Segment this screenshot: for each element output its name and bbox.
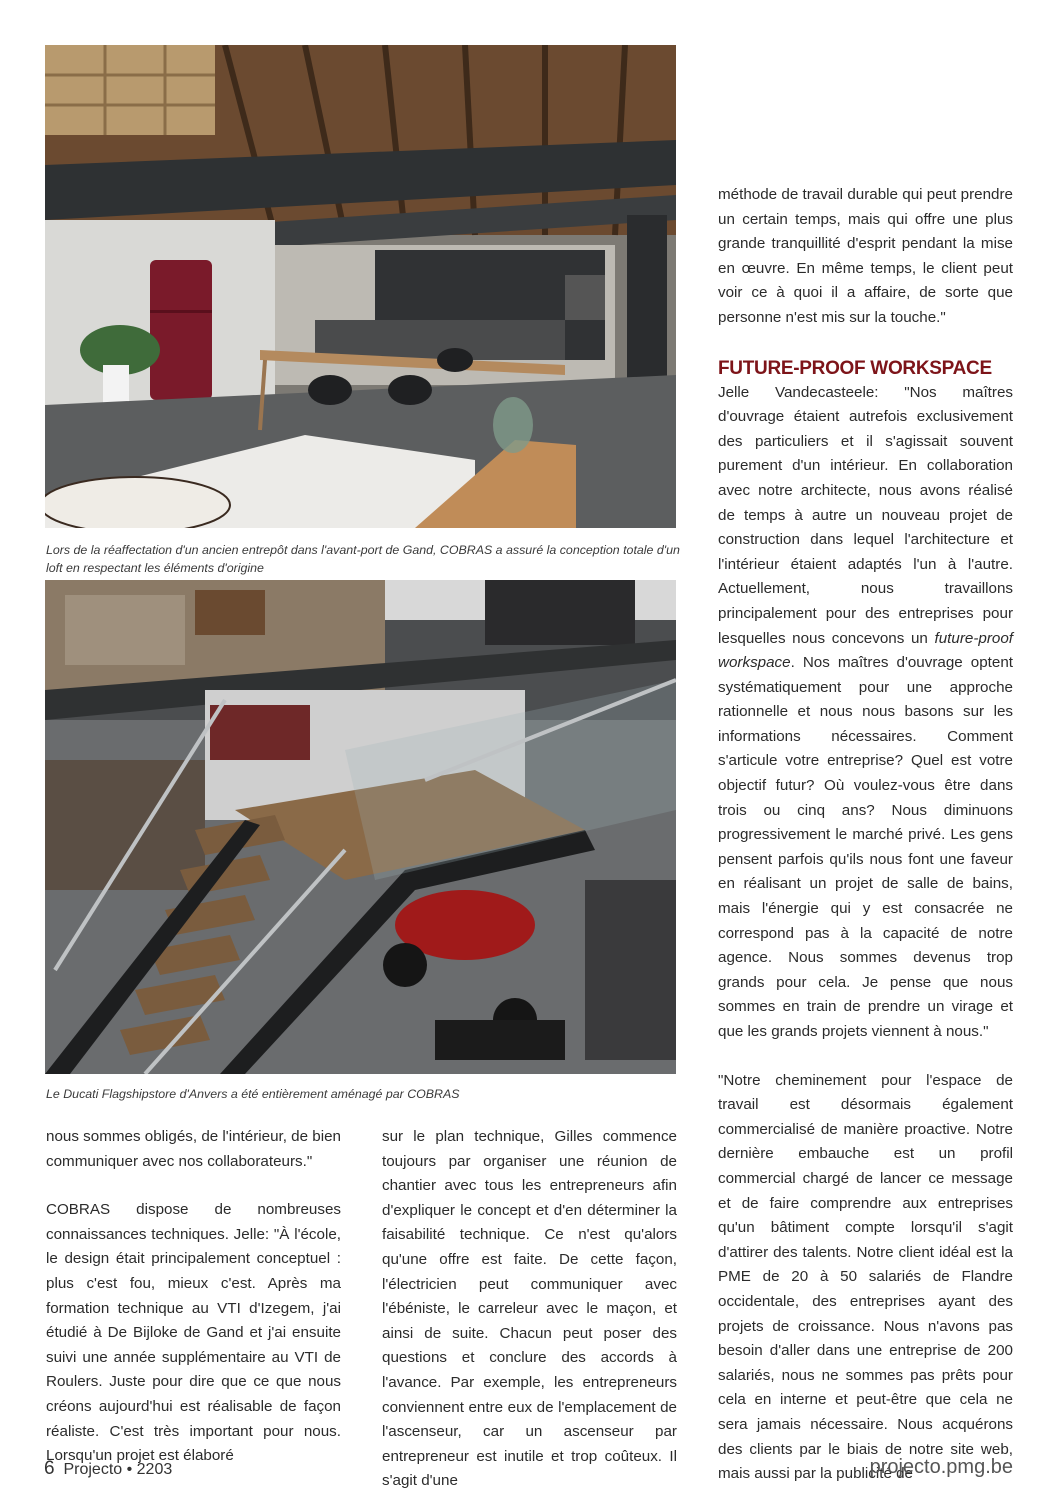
page-number: 6 (44, 1458, 55, 1479)
col1-paragraph-2: COBRAS dispose de nombreuses connaissances techniques. Jelle: "À l'école, le design était principalement conceptuel : plus c'est fou, mieux c'est. Après ma formation technique au VTI d'Izegem, j'ai étudié à De Bijloke de Gand et j'ai ensuite suivi une année supplémentaire au VTI de Roulers. Juste pour dire que ce que nous créons aujourd'hui est réalisable de façon réaliste. C'est très important pour nous. Lorsqu'un projet est élaboré (46, 1201, 341, 1465)
col3-intro: méthode de travail durable qui peut prendre un certain temps, mais qui offre une plus grande tranquillité d'esprit pendant la mise en œuvre. En même temps, le client peut voir ce à quoi il a affaire, de sorte que personne n'est mis sur la touche." (718, 186, 1013, 326)
ducati-store-photo (45, 580, 676, 1074)
col3-p1-emphasis: future-proof workspace (718, 629, 1013, 672)
photo-caption-1: Lors de la réaffectation d'un ancien entrepôt dans l'avant-port de Gand, COBRAS a assuré la conception totale d'un loft en respectant les éléments d'origine (46, 543, 680, 575)
col3-paragraph-1 (718, 381, 1013, 1045)
loft-photo (45, 45, 676, 528)
photo-caption-2: Le Ducati Flagshipstore d'Anvers a été entièrement aménagé par COBRAS (46, 1087, 460, 1101)
col3-paragraph-2: "Notre cheminement pour l'espace de travail est désormais également commercialisé de manière proactive. Notre dernière embauche est un profil commercial chargé de lancer ce message et de faire comprendre aux entreprises qu'un bâtiment compte lorsqu'il s'agit d'attirer des talents. Notre client idéal est la PME de 20 à 50 salariés de Flandre occidentale, des entreprises ayant des projets de croissance. Nous n'avons pas besoin d'aller dans une entreprise de 200 salariés, nous ne sommes pas prêts pour cela en interne et peut-être que cela ne sera jamais nécessaire. Nous acquérons des clients par le biais de notre site web, mais aussi par la publicité de (718, 1071, 1013, 1483)
text-column-2 (382, 1125, 677, 1494)
text-column-1 (46, 1125, 341, 1469)
footer-left (44, 1458, 172, 1480)
col2-paragraph-1: sur le plan technique, Gilles commence toujours par organiser une réunion de chantier avec tous les entrepreneurs afin d'expliquer le concept et d'en déterminer la faisabilité technique. Ce n'est qu'alors qu'une offre est faite. De cette façon, l'électricien peut communiquer avec l'ébéniste, le carreleur avec le maçon, et ainsi de suite. Chacun peut poser des questions et conclure des accords à l'avance. Par exemple, les entrepreneurs conviennent entre eux de l'emplacement de l'ascenseur, car un ascenseur par entrepreneur est inutile et trop coûteux. Il s'agit d'une (382, 1128, 677, 1490)
section-heading: FUTURE-PROOF WORKSPACE (718, 357, 992, 379)
website-link[interactable]: projecto.pmg.be (869, 1456, 1013, 1478)
col3-p1-text-after: . Nos maîtres d'ouvrage optent systématiquement pour une approche rationnelle et nous nous basons sur les informations nécessaires. Comment s'articule votre entreprise? Quel est votre objectif futur? Où voulez-vous être dans trois ou cinq ans? Nous diminuons progressivement le marché privé. Les gens pensent parfois qu'ils nous font une faveur en réalisant un projet de salle de bains, mais l'énergie qui y est consacrée ne correspond pas à la capacité de notre agence. Nous sommes devenus trop grands pour cela. Je pense que nous sommes en train de prendre un virage et que les grands projets viennent à nous." (718, 654, 1013, 1040)
magazine-issue: Projecto • 2203 (63, 1461, 173, 1478)
col1-paragraph-1: nous sommes obligés, de l'intérieur, de bien communiquer avec nos collaborateurs." (46, 1128, 342, 1170)
col3-p1-text-before: Jelle Vandecasteele: "Nos maîtres d'ouvrage étaient autrefois exclusivement des particuliers et il s'agissait souvent purement d'un intérieur. En collaboration avec notre architecte, nous avons réalisé de temps à autre un nouveau projet de construction dans lequel l'architecture et l'intérieur étaient adaptés l'un à l'autre. Actuellement, nous travaillons principalement pour des entreprises pour lesquelles nous concevons un (718, 383, 1013, 647)
text-column-3 (718, 183, 1013, 1487)
